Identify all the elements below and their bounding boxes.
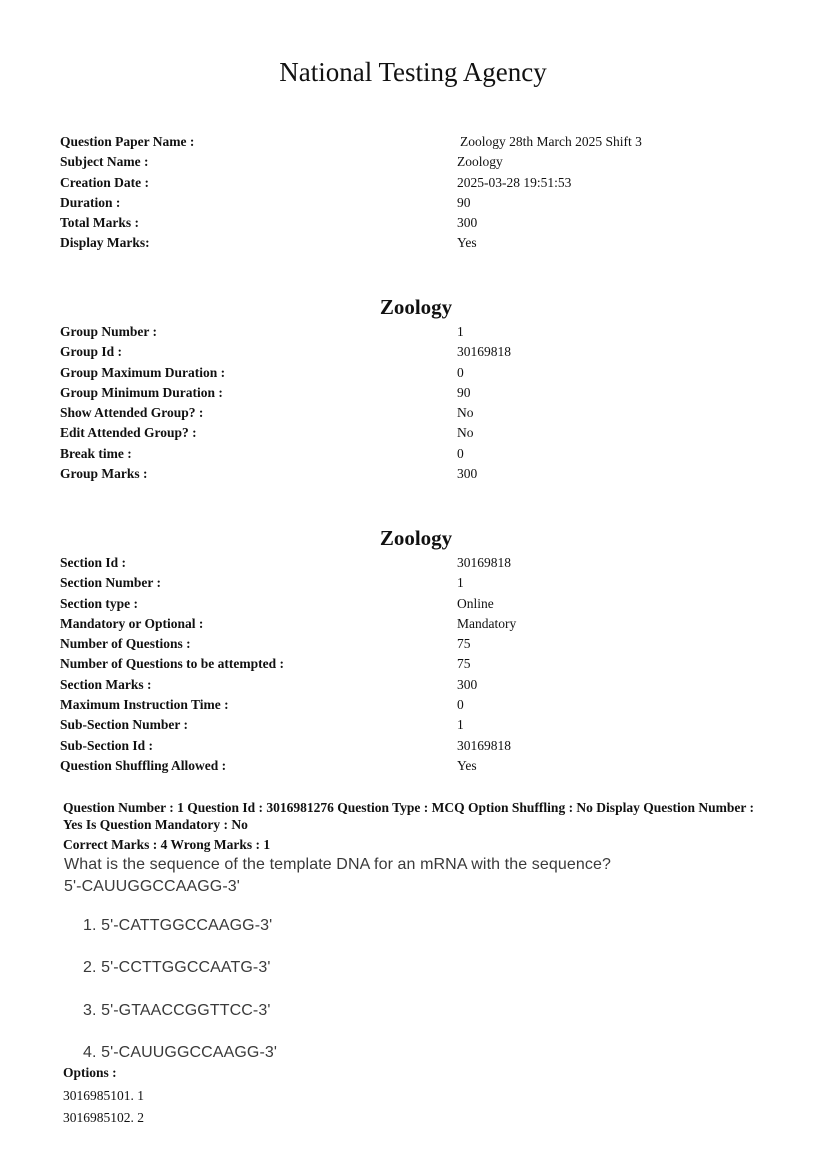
paper-value: 90 [457, 194, 471, 210]
option-id: 3016985101. 1 [63, 1088, 144, 1103]
group-label: Group Marks : [60, 466, 148, 482]
section-row [60, 594, 660, 614]
paper-row [60, 193, 660, 213]
paper-label: Creation Date : [60, 174, 149, 190]
group-details-table [60, 322, 660, 484]
section-value: 30169818 [457, 737, 511, 753]
section-label: Question Shuffling Allowed : [60, 757, 227, 773]
section-row [60, 715, 660, 735]
paper-value: Yes [457, 235, 477, 251]
options-label: Options : [63, 1065, 117, 1080]
section-details-table [60, 553, 660, 776]
group-value: 0 [457, 445, 464, 461]
group-heading: Zoology [379, 295, 453, 319]
section-label: Number of Questions to be attempted : [60, 656, 284, 672]
group-label: Edit Attended Group? : [60, 425, 197, 441]
paper-value: 2025-03-28 19:51:53 [457, 174, 572, 190]
section-value: 75 [457, 656, 471, 672]
section-value: Yes [457, 757, 477, 773]
section-row [60, 634, 660, 654]
section-value: 75 [457, 636, 471, 652]
paper-row [60, 173, 660, 193]
group-label: Group Number : [60, 324, 158, 339]
paper-label: Total Marks : [60, 215, 140, 231]
question-header: Question Number : 1 Question Id : 3016981276 Question Type : MCQ Option Shuffling : No Display Question Number : Yes Is Question Mandatory : No [63, 800, 754, 832]
section-label: Number of Questions : [60, 636, 191, 652]
section-row [60, 553, 660, 573]
section-value: 300 [457, 676, 478, 692]
paper-details-table [60, 132, 660, 254]
paper-value: Zoology [457, 154, 503, 170]
group-row [60, 363, 660, 383]
group-label: Group Maximum Duration : [60, 364, 226, 380]
section-label: Maximum Instruction Time : [60, 697, 229, 713]
group-label: Group Minimum Duration : [60, 384, 223, 400]
section-label: Section Marks : [60, 676, 152, 692]
group-value: 30169818 [457, 344, 511, 360]
group-label: Show Attended Group? : [60, 405, 204, 421]
paper-label: Subject Name : [60, 154, 149, 170]
group-value: 90 [457, 384, 471, 400]
paper-row [60, 213, 660, 233]
section-value: 1 [457, 575, 464, 591]
section-value: Mandatory [457, 615, 517, 631]
group-value: No [457, 405, 474, 421]
section-heading: Zoology [379, 526, 453, 550]
option-id: 3016985102. 2 [63, 1110, 144, 1125]
section-value: 30169818 [457, 555, 511, 570]
paper-label: Question Paper Name : [60, 134, 195, 149]
answer-choice: 2. 5'-CCTTGGCCAATG-3' [83, 959, 271, 976]
group-row [60, 383, 660, 403]
paper-value: Zoology 28th March 2025 Shift 3 [460, 134, 642, 149]
group-row [60, 322, 660, 342]
paper-value: 300 [457, 215, 478, 231]
group-value: 1 [457, 324, 464, 339]
group-value: 300 [457, 466, 478, 482]
section-value: 1 [457, 717, 464, 733]
group-label: Break time : [60, 445, 132, 461]
section-row [60, 756, 660, 776]
section-label: Sub-Section Id : [60, 737, 154, 753]
section-row [60, 695, 660, 715]
group-row [60, 342, 660, 362]
section-row [60, 573, 660, 593]
section-value: 0 [457, 697, 464, 713]
group-row [60, 444, 660, 464]
page-title: National Testing Agency [279, 57, 547, 87]
section-label: Section Id : [60, 555, 127, 570]
group-row [60, 403, 660, 423]
answer-choice: 4. 5'-CAUUGGCCAAGG-3' [83, 1044, 278, 1061]
answer-choice: 3. 5'-GTAACCGGTTCC-3' [83, 1002, 271, 1019]
paper-label: Duration : [60, 194, 121, 210]
question-stem: What is the sequence of the template DNA for an mRNA with the sequence? [64, 856, 611, 873]
section-label: Section type : [60, 595, 138, 611]
section-label: Section Number : [60, 575, 161, 591]
section-row [60, 654, 660, 674]
group-value: No [457, 425, 474, 441]
section-row [60, 736, 660, 756]
question-stem-sequence: 5'-CAUUGGCCAAGG-3' [64, 878, 240, 895]
group-value: 0 [457, 364, 464, 380]
section-row [60, 614, 660, 634]
paper-row [60, 152, 660, 172]
section-label: Mandatory or Optional : [60, 615, 204, 631]
section-value: Online [457, 595, 494, 611]
section-label: Sub-Section Number : [60, 717, 189, 733]
group-row [60, 464, 660, 484]
group-label: Group Id : [60, 344, 123, 360]
answer-choice: 1. 5'-CATTGGCCAAGG-3' [83, 917, 273, 934]
paper-row [60, 233, 660, 253]
paper-label: Display Marks: [60, 235, 150, 251]
group-row [60, 423, 660, 443]
question-marks: Correct Marks : 4 Wrong Marks : 1 [63, 837, 271, 852]
paper-row [60, 132, 660, 152]
section-row [60, 675, 660, 695]
